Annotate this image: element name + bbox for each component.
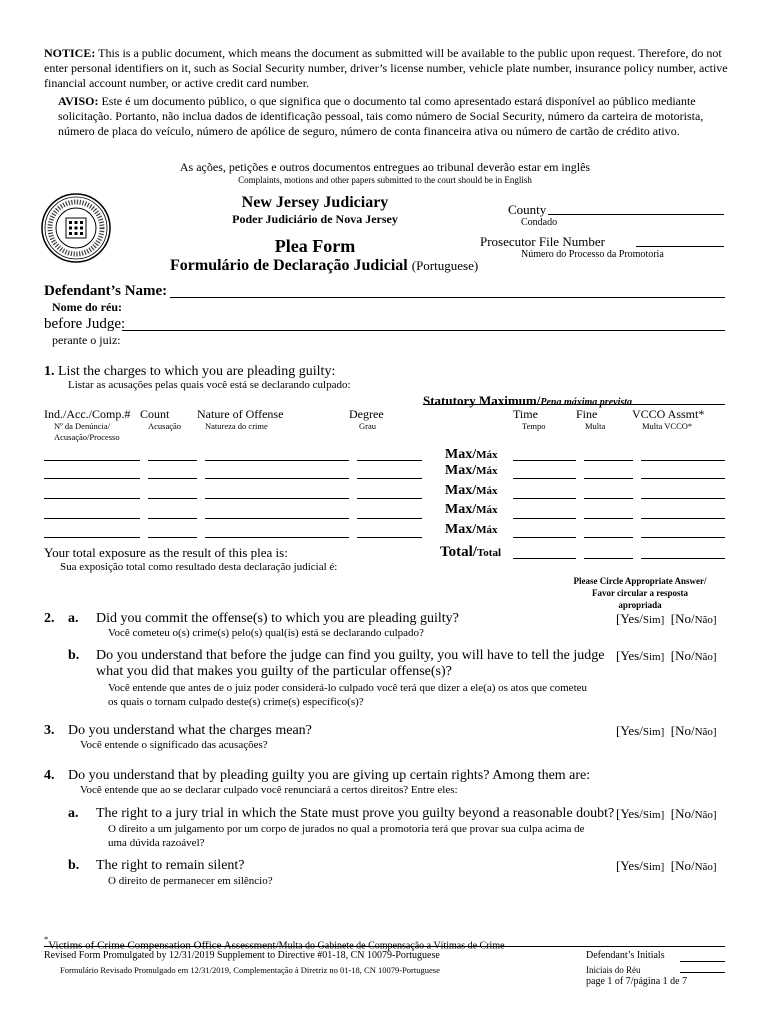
circle-answer-note: Please Circle Appropriate Answer/ Favor circular a resposta apropriada xyxy=(573,576,707,610)
charge-time-field[interactable] xyxy=(513,478,576,479)
charge-nature-field[interactable] xyxy=(205,518,349,519)
max-label: Max/Máx xyxy=(445,522,498,537)
q1-text xyxy=(44,364,335,380)
max-label: Max/Máx xyxy=(445,483,498,498)
charge-ind-field[interactable] xyxy=(44,518,140,519)
charge-ind-field[interactable] xyxy=(44,460,140,461)
form-title-pt: Formulário de Declaração Judicial xyxy=(170,257,408,274)
q2b-letter: b. xyxy=(68,648,80,663)
revised-form-note-pt: Formulário Revisado Promulgado em 12/31/2019, Complementação à Diretriz no 01-18, CN 10079-Portuguese xyxy=(60,965,440,975)
charge-nature-field[interactable] xyxy=(205,537,349,538)
judge-label: before Judge: xyxy=(44,316,126,332)
no-option[interactable]: [No/Não] xyxy=(670,723,717,738)
charge-count-field[interactable] xyxy=(148,518,197,519)
aviso-text: Este é um documento público, o que significa que o documento tal como apresentado estará disponível ao público mediante solicitação. Portanto, não inclua dados de identificação pessoal, tais como número de Social Security, número da carteira de motorista, número de placa do veículo, número de apólice de seguro, número de conta financeira ativa ou número de cartão de crédito ativo. xyxy=(58,94,704,138)
county-field[interactable] xyxy=(548,214,724,215)
q4a-letter: a. xyxy=(68,806,79,821)
county-label-pt: Condado xyxy=(521,217,558,228)
col-count-pt: Acusação xyxy=(148,421,182,431)
judge-label-pt: perante o juiz: xyxy=(52,333,121,347)
charge-time-field[interactable] xyxy=(513,498,576,499)
english-note-en: Complaints, motions and other papers submitted to the court should be in English xyxy=(238,175,532,185)
charge-vcco-field[interactable] xyxy=(641,478,725,479)
charge-count-field[interactable] xyxy=(148,478,197,479)
no-option[interactable]: [No/Não] xyxy=(670,648,717,663)
max-label: Max/Máx xyxy=(445,502,498,517)
judiciary-title-pt: Poder Judiciário de Nova Jersey xyxy=(232,212,398,226)
charge-ind-field[interactable] xyxy=(44,478,140,479)
q4b-text-pt: O direito de permanecer em silêncio? xyxy=(108,875,273,887)
yes-option[interactable]: [Yes/Sim] xyxy=(616,611,665,626)
no-option[interactable]: [No/Não] xyxy=(670,858,717,873)
col-time: Time xyxy=(513,407,538,421)
charge-degree-field[interactable] xyxy=(357,460,422,461)
col-count: Count xyxy=(140,407,170,421)
charge-fine-field[interactable] xyxy=(584,537,633,538)
yes-option[interactable]: [Yes/Sim] xyxy=(616,723,665,738)
aviso-paragraph xyxy=(58,94,730,139)
q4-text: Do you understand that by pleading guilty you are giving up certain rights? Among them are: xyxy=(68,768,591,783)
county-label: County xyxy=(508,202,547,217)
col-degree-pt: Grau xyxy=(359,421,376,431)
exposure-label: Your total exposure as the result of this plea is: xyxy=(44,545,288,560)
nj-judiciary-seal xyxy=(40,192,112,269)
prosecutor-file-field[interactable] xyxy=(636,246,724,247)
charge-time-field[interactable] xyxy=(513,518,576,519)
yes-option[interactable]: [Yes/Sim] xyxy=(616,858,665,873)
q4-text-pt: Você entende que ao se declarar culpado você renunciará a certos direitos? Entre eles: xyxy=(80,784,458,796)
revised-form-note: Revised Form Promulgated by 12/31/2019 Supplement to Directive #01-18, CN 10079-Portuguese xyxy=(44,950,440,961)
statutory-label: Statutory Maximum/ xyxy=(423,393,541,408)
q2b-text-1: Do you understand that before the judge can find you guilty, you will have to tell the judge xyxy=(96,648,605,663)
initials-label-pt: Iniciais do Réu xyxy=(586,965,641,975)
aviso-label: AVISO: xyxy=(58,94,99,108)
exposure-label-pt: Sua exposição total como resultado desta declaração judicial é: xyxy=(60,561,338,573)
q3-answer[interactable] xyxy=(616,723,717,739)
charge-nature-field[interactable] xyxy=(205,498,349,499)
charge-ind-field[interactable] xyxy=(44,537,140,538)
col-ind-pt1: Nº da Denúncia/ xyxy=(54,421,110,431)
charge-degree-field[interactable] xyxy=(357,498,422,499)
q3-text-pt: Você entende o significado das acusações? xyxy=(80,739,268,751)
q2-number: 2. xyxy=(44,611,55,626)
footer-rule xyxy=(44,946,725,947)
defendant-name-field[interactable] xyxy=(170,297,725,298)
q2b-answer[interactable] xyxy=(616,648,717,664)
charge-vcco-field[interactable] xyxy=(641,498,725,499)
charge-fine-field[interactable] xyxy=(584,460,633,461)
charge-vcco-field[interactable] xyxy=(641,518,725,519)
q1-number: 1. xyxy=(44,364,55,379)
q3-number: 3. xyxy=(44,723,55,738)
charge-vcco-field[interactable] xyxy=(641,460,725,461)
judiciary-title: New Jersey Judiciary xyxy=(241,194,389,211)
notice-paragraph xyxy=(44,46,730,91)
max-label: Max/Máx xyxy=(445,447,498,462)
english-note-pt: As ações, petições e outros documentos entregues ao tribunal deverão estar em inglês xyxy=(179,160,591,174)
col-nature-pt: Natureza do crime xyxy=(205,421,268,431)
total-fine-field[interactable] xyxy=(584,558,633,559)
charge-degree-field[interactable] xyxy=(357,518,422,519)
col-time-pt: Tempo xyxy=(522,421,546,431)
initials-label: Defendant’s Initials xyxy=(586,950,665,961)
statutory-underline xyxy=(423,404,725,405)
charge-ind-field[interactable] xyxy=(44,498,140,499)
q1-text-pt: Listar as acusações pelas quais você está se declarando culpado: xyxy=(68,379,351,391)
charge-fine-field[interactable] xyxy=(584,478,633,479)
yes-option[interactable]: [Yes/Sim] xyxy=(616,648,665,663)
defendant-name-label: Defendant’s Name: xyxy=(44,283,168,299)
no-option[interactable]: [No/Não] xyxy=(670,611,717,626)
col-ind: Ind./Acc./Comp.# xyxy=(44,407,131,421)
charge-count-field[interactable] xyxy=(148,460,197,461)
judge-field[interactable] xyxy=(122,330,725,331)
q1-label: List the charges to which you are pleading guilty: xyxy=(58,364,336,379)
q2b-text-2: what you did that makes you guilty of the particular offense(s)? xyxy=(96,664,452,679)
defendant-name-label-pt: Nome do réu: xyxy=(52,300,122,314)
q2a-letter: a. xyxy=(68,611,79,626)
charge-fine-field[interactable] xyxy=(584,498,633,499)
notice-label: NOTICE: xyxy=(44,46,96,60)
charge-count-field[interactable] xyxy=(148,498,197,499)
charge-nature-field[interactable] xyxy=(205,460,349,461)
q4a-text-pt-2: uma dúvida razoável? xyxy=(108,837,205,849)
charge-fine-field[interactable] xyxy=(584,518,633,519)
prosecutor-label: Prosecutor File Number xyxy=(480,234,605,249)
form-language: (Portuguese) xyxy=(411,258,479,273)
statutory-label-pt: Pena máxima prevista xyxy=(540,397,633,408)
col-vcco: VCCO Assmt* xyxy=(632,407,705,421)
col-ind-pt2: Acusação/Processo xyxy=(54,432,120,442)
yes-option[interactable]: [Yes/Sim] xyxy=(616,806,665,821)
initials-field[interactable] xyxy=(680,961,725,962)
q2a-text: Did you commit the offense(s) to which you are pleading guilty? xyxy=(96,611,459,626)
charge-degree-field[interactable] xyxy=(357,478,422,479)
total-vcco-field[interactable] xyxy=(641,558,725,559)
q2a-text-pt: Você cometeu o(s) crime(s) pelo(s) qual(is) está se declarando culpado? xyxy=(108,627,424,639)
charge-time-field[interactable] xyxy=(513,537,576,538)
q4b-letter: b. xyxy=(68,858,80,873)
charge-nature-field[interactable] xyxy=(205,478,349,479)
prosecutor-label-pt: Número do Processo da Promotoria xyxy=(521,249,664,260)
col-degree: Degree xyxy=(349,407,384,421)
form-title-pt-line xyxy=(170,257,478,275)
charge-count-field[interactable] xyxy=(148,537,197,538)
no-option[interactable]: [No/Não] xyxy=(670,806,717,821)
q4a-text-pt-1: O direito a um julgamento por um corpo de jurados no qual a promotoria terá que provar sua culpa acima de xyxy=(108,823,585,835)
charge-time-field[interactable] xyxy=(513,460,576,461)
q4a-text: The right to a jury trial in which the State must prove you guilty beyond a reasonable doubt? xyxy=(96,806,615,821)
col-vcco-pt: Multa VCCO* xyxy=(642,421,693,431)
total-label: Total/Total xyxy=(440,544,502,560)
q4-number: 4. xyxy=(44,768,55,783)
q4b-text: The right to remain silent? xyxy=(96,858,245,873)
charge-vcco-field[interactable] xyxy=(641,537,725,538)
form-title: Plea Form xyxy=(274,236,356,256)
total-time-field[interactable] xyxy=(513,558,576,559)
col-fine-pt: Multa xyxy=(585,421,606,431)
charge-degree-field[interactable] xyxy=(357,537,422,538)
initials-field-2[interactable] xyxy=(680,972,725,973)
max-label: Max/Máx xyxy=(445,463,498,478)
notice-text: This is a public document, which means the document as submitted will be available to the public upon request. Therefore, do not enter personal identifiers on it, such as Social Security number, driver’s license number, vehicle plate number, insurance policy number, active financial account number, or active credit card number. xyxy=(44,46,728,90)
vcco-footnote: *Victims of Crime Compensation Office Assessment/Multa do Gabinete de Compensação a Vítimas de Crime xyxy=(44,934,505,952)
q2b-text-pt-2: os quais o tornam culpado deste(s) crime(s) específico(s)? xyxy=(108,696,364,708)
col-fine: Fine xyxy=(576,407,598,421)
col-nature: Nature of Offense xyxy=(197,407,284,421)
q3-text: Do you understand what the charges mean? xyxy=(68,723,312,738)
page-number: page 1 of 7/página 1 de 7 xyxy=(586,976,688,987)
q2a-answer[interactable] xyxy=(616,611,717,627)
q4b-answer[interactable] xyxy=(616,858,717,874)
q2b-text-pt-1: Você entende que antes de o juiz poder considerá-lo culpado você terá que dizer a ele(a) os atos que cometeu xyxy=(108,682,588,694)
q4a-answer[interactable] xyxy=(616,806,717,822)
